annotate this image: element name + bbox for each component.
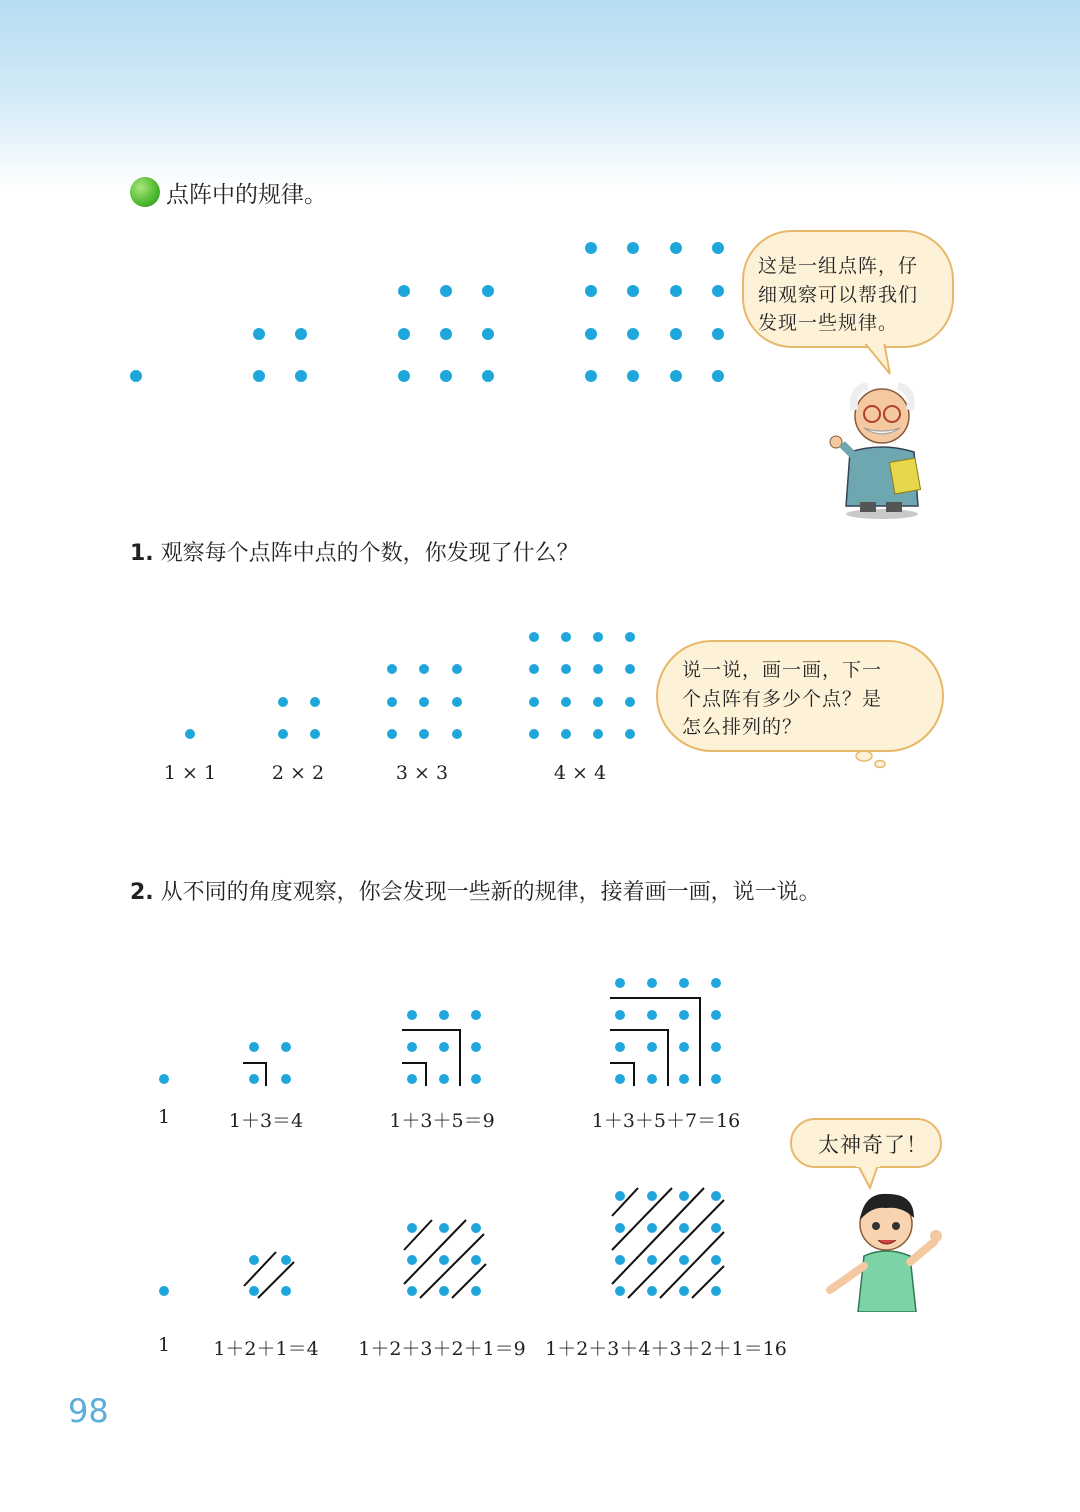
- q1-label-2: 2 × 2: [271, 762, 325, 784]
- row-a-label-4: 1＋3＋5＋7＝16: [591, 1110, 741, 1132]
- row-b-label-2: 1＋2＋1＝4: [213, 1338, 319, 1360]
- row-b-array-3: [404, 1220, 486, 1298]
- bubble-line: 说一说，画一画，下一: [682, 659, 883, 681]
- q1-label-3: 3 × 3: [395, 762, 449, 784]
- question-2-text: 从不同的角度观察，你会发现一些新的规律，接着画一画，说一说。: [160, 880, 821, 905]
- question-1-number: 1.: [130, 541, 154, 566]
- bubble-line: 怎么排列的？: [682, 716, 803, 738]
- row-b-label-4: 1＋2＋3＋4＋3＋2＋1＝16: [545, 1338, 787, 1360]
- row-b-array-2: [244, 1252, 294, 1298]
- row-a-label-2: 1＋3＝4: [228, 1110, 304, 1132]
- page-number: 98: [68, 1392, 109, 1430]
- row-b-label-3: 1＋2＋3＋2＋1＝9: [358, 1338, 526, 1360]
- question-1-text: 观察每个点阵中点的个数，你发现了什么？: [160, 541, 579, 566]
- row-a-label-1: 1: [157, 1106, 171, 1128]
- q1-label-1: 1 × 1: [163, 762, 217, 784]
- question-2-number: 2.: [130, 880, 154, 905]
- row-b-array-1: [159, 1286, 169, 1296]
- bubble-line: 细观察可以帮我们: [758, 283, 919, 306]
- q1-label-4: 4 × 4: [553, 762, 607, 784]
- row-b-label-1: 1: [157, 1334, 171, 1356]
- row-a-label-3: 1＋3＋5＝9: [389, 1110, 495, 1132]
- section-title: 点阵中的规律。: [166, 181, 327, 208]
- boy-bubble-text: 太神奇了！: [818, 1133, 928, 1157]
- bubble-line: 个点阵有多少个点？是: [682, 687, 883, 710]
- bubble-line: 发现一些规律。: [758, 312, 899, 334]
- bubble-line: 这是一组点阵，仔: [758, 255, 919, 277]
- row-b-array-4: [612, 1188, 724, 1298]
